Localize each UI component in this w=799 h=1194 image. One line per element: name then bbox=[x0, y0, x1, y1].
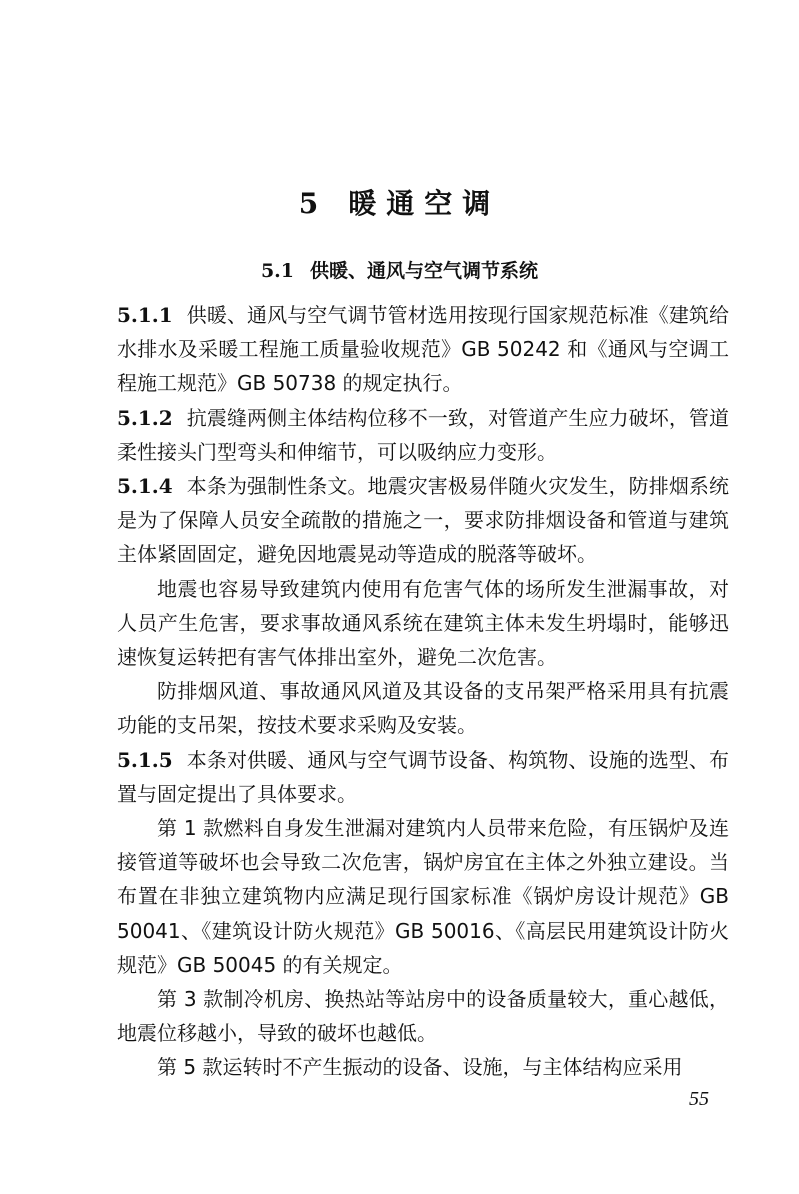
paragraph: 第 3 款制冷机房、换热站等站房中的设备质量较大，重心越低，地震位移越小，导致的破坏也越低。 bbox=[117, 987, 729, 1046]
section-title-text: 供暖、通风与空气调节系统 bbox=[310, 260, 539, 282]
clause-number: 5.1.1 bbox=[117, 303, 173, 327]
section-number: 5.1 bbox=[260, 260, 295, 282]
clause-text: 本条为强制性条文。地震灾害极易伴随火灾发生，防排烟系统是为了保障人员安全疏散的措施之一，要求防排烟设备和管道与建筑主体紧固固定，避免因地震晃动等造成的脱落等破坏。 bbox=[117, 474, 729, 567]
clause-text: 抗震缝两侧主体结构位移不一致，对管道产生应力破坏，管道柔性接头门型弯头和伸缩节，可以吸纳应力变形。 bbox=[117, 405, 729, 464]
clause-text: 供暖、通风与空气调节管材选用按现行国家规范标准《建筑给水排水及采暖工程施工质量验收规范》GB 50242 和《通风与空调工程施工规范》GB 50738 的规定执行。 bbox=[117, 303, 729, 396]
chapter-title-text: 暖通空调 bbox=[348, 187, 501, 220]
clause-5-1-5 bbox=[117, 743, 729, 811]
body-text bbox=[117, 298, 729, 1085]
chapter-title bbox=[0, 182, 799, 222]
clause-5-1-2 bbox=[117, 401, 729, 469]
paragraph: 地震也容易导致建筑内使用有危害气体的场所发生泄漏事故，对人员产生危害，要求事故通风系统在建筑主体未发生坍塌时，能够迅速恢复运转把有害气体排出室外，避免二次危害。 bbox=[117, 576, 729, 670]
clause-text: 本条对供暖、通风与空气调节设备、构筑物、设施的选型、布置与固定提出了具体要求。 bbox=[117, 747, 729, 806]
chapter-number: 5 bbox=[298, 187, 329, 220]
paragraph: 第 5 款运转时不产生振动的设备、设施，与主体结构应采用 bbox=[157, 1055, 683, 1080]
paragraph: 第 1 款燃料自身发生泄漏对建筑内人员带来危险，有压锅炉及连接管道等破坏也会导致二次危害，锅炉房宜在主体之外独立建设。当布置在非独立建筑物内应满足现行国家标准《锅炉房设计规范》GB 50041、《建筑设计防火规范》GB 50016、《高层民用建筑设计防火规范》GB 50045 的有关规定。 bbox=[117, 816, 729, 977]
clause-number: 5.1.4 bbox=[117, 474, 173, 499]
page-number: 55 bbox=[689, 1088, 709, 1110]
section-title bbox=[0, 256, 799, 283]
clause-number: 5.1.5 bbox=[117, 747, 173, 772]
clause-5-1-4 bbox=[117, 469, 729, 572]
paragraph: 防排烟风道、事故通风风道及其设备的支吊架严格采用具有抗震功能的支吊架，按技术要求采购及安装。 bbox=[117, 679, 729, 738]
clause-5-1-1 bbox=[117, 298, 729, 401]
clause-number: 5.1.2 bbox=[117, 405, 173, 430]
